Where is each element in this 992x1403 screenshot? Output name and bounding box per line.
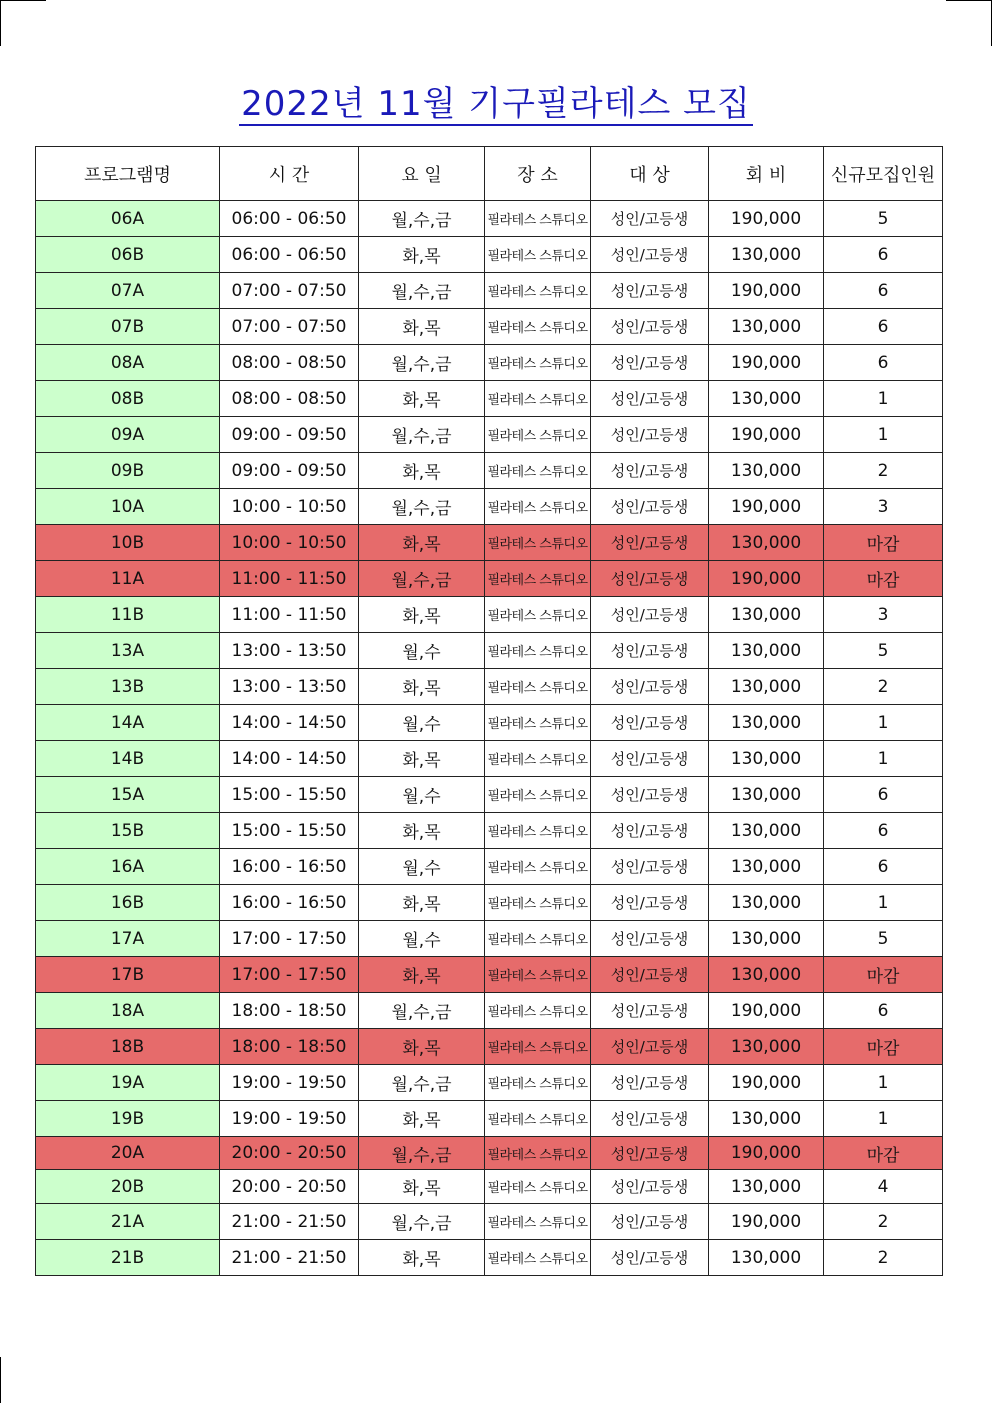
schedule-table [35,146,943,1276]
slots-cell: 1 [824,417,943,453]
program-cell: 06A [36,201,220,237]
target-cell: 성인/고등생 [591,777,709,813]
header-target: 대 상 [591,147,709,201]
slots-cell: 3 [824,597,943,633]
fee-cell: 130,000 [709,1170,824,1204]
days-cell: 화,목 [359,381,485,417]
fee-cell: 130,000 [709,237,824,273]
place-cell: 필라테스 스튜디오 [485,561,591,597]
time-cell: 21:00 - 21:50 [220,1204,359,1240]
time-cell: 08:00 - 08:50 [220,381,359,417]
days-cell: 화,목 [359,1240,485,1276]
program-cell: 08B [36,381,220,417]
table-row [36,921,943,957]
time-cell: 15:00 - 15:50 [220,813,359,849]
program-cell: 10B [36,525,220,561]
fee-cell: 130,000 [709,453,824,489]
time-cell: 09:00 - 09:50 [220,417,359,453]
table-row [36,1204,943,1240]
table-row [36,813,943,849]
days-cell: 월,수,금 [359,201,485,237]
time-cell: 16:00 - 16:50 [220,849,359,885]
program-cell: 20A [36,1137,220,1170]
place-cell: 필라테스 스튜디오 [485,237,591,273]
fee-cell: 130,000 [709,381,824,417]
days-cell: 월,수,금 [359,1137,485,1170]
target-cell: 성인/고등생 [591,345,709,381]
page-title [0,82,992,126]
time-cell: 13:00 - 13:50 [220,633,359,669]
table-row [36,309,943,345]
slots-cell: 6 [824,777,943,813]
slots-cell: 1 [824,381,943,417]
days-cell: 화,목 [359,813,485,849]
days-cell: 화,목 [359,741,485,777]
header-place: 장 소 [485,147,591,201]
table-row [36,1137,943,1170]
target-cell: 성인/고등생 [591,597,709,633]
days-cell: 월,수,금 [359,417,485,453]
slots-cell: 1 [824,705,943,741]
table-row [36,885,943,921]
days-cell: 화,목 [359,957,485,993]
fee-cell: 190,000 [709,489,824,525]
table-row [36,417,943,453]
days-cell: 월,수 [359,705,485,741]
fee-cell: 130,000 [709,921,824,957]
fee-cell: 130,000 [709,885,824,921]
slots-cell: 5 [824,921,943,957]
time-cell: 07:00 - 07:50 [220,273,359,309]
header-time: 시 간 [220,147,359,201]
crop-mark-top-left-v [0,0,1,46]
fee-cell: 190,000 [709,417,824,453]
fee-cell: 130,000 [709,525,824,561]
slots-cell: 1 [824,1065,943,1101]
fee-cell: 130,000 [709,813,824,849]
target-cell: 성인/고등생 [591,741,709,777]
days-cell: 월,수,금 [359,561,485,597]
time-cell: 11:00 - 11:50 [220,597,359,633]
place-cell: 필라테스 스튜디오 [485,993,591,1029]
table-row [36,453,943,489]
slots-cell: 2 [824,1240,943,1276]
days-cell: 월,수,금 [359,1204,485,1240]
fee-cell: 130,000 [709,741,824,777]
table-row [36,381,943,417]
slots-cell: 6 [824,273,943,309]
target-cell: 성인/고등생 [591,561,709,597]
target-cell: 성인/고등생 [591,201,709,237]
time-cell: 13:00 - 13:50 [220,669,359,705]
fee-cell: 130,000 [709,597,824,633]
place-cell: 필라테스 스튜디오 [485,777,591,813]
program-cell: 20B [36,1170,220,1204]
program-cell: 17A [36,921,220,957]
time-cell: 20:00 - 20:50 [220,1137,359,1170]
place-cell: 필라테스 스튜디오 [485,489,591,525]
table-row [36,1240,943,1276]
table-row [36,345,943,381]
days-cell: 화,목 [359,597,485,633]
slots-cell: 2 [824,669,943,705]
table-header-row [36,147,943,201]
fee-cell: 190,000 [709,561,824,597]
fee-cell: 130,000 [709,705,824,741]
program-cell: 16B [36,885,220,921]
place-cell: 필라테스 스튜디오 [485,813,591,849]
fee-cell: 190,000 [709,345,824,381]
fee-cell: 130,000 [709,1240,824,1276]
target-cell: 성인/고등생 [591,525,709,561]
target-cell: 성인/고등생 [591,489,709,525]
time-cell: 18:00 - 18:50 [220,993,359,1029]
fee-cell: 130,000 [709,309,824,345]
time-cell: 08:00 - 08:50 [220,345,359,381]
slots-cell: 1 [824,1101,943,1137]
slots-cell: 4 [824,1170,943,1204]
program-cell: 06B [36,237,220,273]
place-cell: 필라테스 스튜디오 [485,1101,591,1137]
program-cell: 14B [36,741,220,777]
place-cell: 필라테스 스튜디오 [485,201,591,237]
slots-cell: 6 [824,309,943,345]
program-cell: 09B [36,453,220,489]
days-cell: 월,수,금 [359,489,485,525]
program-cell: 19B [36,1101,220,1137]
days-cell: 월,수,금 [359,345,485,381]
place-cell: 필라테스 스튜디오 [485,921,591,957]
place-cell: 필라테스 스튜디오 [485,633,591,669]
time-cell: 11:00 - 11:50 [220,561,359,597]
program-cell: 09A [36,417,220,453]
program-cell: 13B [36,669,220,705]
fee-cell: 190,000 [709,273,824,309]
crop-mark-top-right-h [946,0,992,1]
days-cell: 화,목 [359,309,485,345]
target-cell: 성인/고등생 [591,237,709,273]
target-cell: 성인/고등생 [591,669,709,705]
slots-cell: 마감 [824,957,943,993]
target-cell: 성인/고등생 [591,273,709,309]
program-cell: 18B [36,1029,220,1065]
place-cell: 필라테스 스튜디오 [485,1137,591,1170]
target-cell: 성인/고등생 [591,921,709,957]
program-cell: 17B [36,957,220,993]
target-cell: 성인/고등생 [591,957,709,993]
table-row [36,237,943,273]
place-cell: 필라테스 스튜디오 [485,1029,591,1065]
days-cell: 월,수,금 [359,1065,485,1101]
target-cell: 성인/고등생 [591,309,709,345]
table-row [36,777,943,813]
time-cell: 19:00 - 19:50 [220,1101,359,1137]
table-row [36,669,943,705]
place-cell: 필라테스 스튜디오 [485,525,591,561]
target-cell: 성인/고등생 [591,381,709,417]
place-cell: 필라테스 스튜디오 [485,309,591,345]
place-cell: 필라테스 스튜디오 [485,345,591,381]
time-cell: 14:00 - 14:50 [220,741,359,777]
program-cell: 11A [36,561,220,597]
slots-cell: 마감 [824,525,943,561]
days-cell: 화,목 [359,1029,485,1065]
slots-cell: 6 [824,813,943,849]
table-row [36,1101,943,1137]
fee-cell: 130,000 [709,849,824,885]
place-cell: 필라테스 스튜디오 [485,417,591,453]
time-cell: 06:00 - 06:50 [220,237,359,273]
slots-cell: 1 [824,885,943,921]
table-row [36,273,943,309]
table-row [36,1029,943,1065]
fee-cell: 190,000 [709,993,824,1029]
place-cell: 필라테스 스튜디오 [485,741,591,777]
target-cell: 성인/고등생 [591,1137,709,1170]
time-cell: 16:00 - 16:50 [220,885,359,921]
program-cell: 07B [36,309,220,345]
header-fee: 회 비 [709,147,824,201]
days-cell: 화,목 [359,453,485,489]
slots-cell: 3 [824,489,943,525]
days-cell: 화,목 [359,237,485,273]
program-cell: 15B [36,813,220,849]
place-cell: 필라테스 스튜디오 [485,597,591,633]
table-row [36,705,943,741]
days-cell: 월,수,금 [359,273,485,309]
days-cell: 월,수,금 [359,993,485,1029]
slots-cell: 1 [824,741,943,777]
table-row [36,525,943,561]
crop-mark-bottom-left-v [0,1357,1,1403]
program-cell: 21B [36,1240,220,1276]
time-cell: 09:00 - 09:50 [220,453,359,489]
time-cell: 17:00 - 17:50 [220,957,359,993]
target-cell: 성인/고등생 [591,885,709,921]
fee-cell: 130,000 [709,669,824,705]
target-cell: 성인/고등생 [591,417,709,453]
time-cell: 10:00 - 10:50 [220,489,359,525]
fee-cell: 130,000 [709,957,824,993]
page-title-text: 2022년 11월 기구필라테스 모집 [241,84,751,124]
table-row [36,489,943,525]
target-cell: 성인/고등생 [591,1101,709,1137]
target-cell: 성인/고등생 [591,813,709,849]
program-cell: 15A [36,777,220,813]
target-cell: 성인/고등생 [591,705,709,741]
days-cell: 화,목 [359,1170,485,1204]
place-cell: 필라테스 스튜디오 [485,1170,591,1204]
time-cell: 15:00 - 15:50 [220,777,359,813]
program-cell: 10A [36,489,220,525]
slots-cell: 6 [824,993,943,1029]
program-cell: 08A [36,345,220,381]
slots-cell: 6 [824,237,943,273]
fee-cell: 130,000 [709,633,824,669]
header-days: 요 일 [359,147,485,201]
place-cell: 필라테스 스튜디오 [485,705,591,741]
target-cell: 성인/고등생 [591,1170,709,1204]
time-cell: 20:00 - 20:50 [220,1170,359,1204]
place-cell: 필라테스 스튜디오 [485,669,591,705]
place-cell: 필라테스 스튜디오 [485,885,591,921]
slots-cell: 마감 [824,561,943,597]
days-cell: 월,수 [359,777,485,813]
slots-cell: 6 [824,849,943,885]
table-row [36,633,943,669]
fee-cell: 130,000 [709,1029,824,1065]
time-cell: 14:00 - 14:50 [220,705,359,741]
target-cell: 성인/고등생 [591,849,709,885]
program-cell: 21A [36,1204,220,1240]
fee-cell: 190,000 [709,1137,824,1170]
table-row [36,201,943,237]
table-row [36,1065,943,1101]
slots-cell: 2 [824,453,943,489]
days-cell: 월,수 [359,633,485,669]
table-row [36,957,943,993]
place-cell: 필라테스 스튜디오 [485,957,591,993]
fee-cell: 190,000 [709,1065,824,1101]
target-cell: 성인/고등생 [591,1065,709,1101]
target-cell: 성인/고등생 [591,1029,709,1065]
days-cell: 화,목 [359,1101,485,1137]
fee-cell: 130,000 [709,1101,824,1137]
slots-cell: 5 [824,201,943,237]
place-cell: 필라테스 스튜디오 [485,381,591,417]
time-cell: 06:00 - 06:50 [220,201,359,237]
program-cell: 13A [36,633,220,669]
days-cell: 화,목 [359,669,485,705]
program-cell: 18A [36,993,220,1029]
slots-cell: 마감 [824,1137,943,1170]
program-cell: 16A [36,849,220,885]
table-row [36,1170,943,1204]
days-cell: 화,목 [359,885,485,921]
target-cell: 성인/고등생 [591,993,709,1029]
time-cell: 17:00 - 17:50 [220,921,359,957]
time-cell: 07:00 - 07:50 [220,309,359,345]
fee-cell: 190,000 [709,1204,824,1240]
place-cell: 필라테스 스튜디오 [485,273,591,309]
fee-cell: 130,000 [709,777,824,813]
time-cell: 19:00 - 19:50 [220,1065,359,1101]
slots-cell: 6 [824,345,943,381]
place-cell: 필라테스 스튜디오 [485,1065,591,1101]
days-cell: 월,수 [359,849,485,885]
slots-cell: 5 [824,633,943,669]
table-row [36,561,943,597]
days-cell: 월,수 [359,921,485,957]
slots-cell: 2 [824,1204,943,1240]
table-row [36,741,943,777]
target-cell: 성인/고등생 [591,1240,709,1276]
slots-cell: 마감 [824,1029,943,1065]
target-cell: 성인/고등생 [591,1204,709,1240]
program-cell: 11B [36,597,220,633]
place-cell: 필라테스 스튜디오 [485,453,591,489]
days-cell: 화,목 [359,525,485,561]
time-cell: 21:00 - 21:50 [220,1240,359,1276]
program-cell: 07A [36,273,220,309]
crop-mark-top-left-h [0,0,46,1]
time-cell: 18:00 - 18:50 [220,1029,359,1065]
time-cell: 10:00 - 10:50 [220,525,359,561]
table-row [36,597,943,633]
place-cell: 필라테스 스튜디오 [485,849,591,885]
table-row [36,849,943,885]
target-cell: 성인/고등생 [591,453,709,489]
program-cell: 19A [36,1065,220,1101]
target-cell: 성인/고등생 [591,633,709,669]
header-program: 프로그램명 [36,147,220,201]
place-cell: 필라테스 스튜디오 [485,1204,591,1240]
place-cell: 필라테스 스튜디오 [485,1240,591,1276]
schedule-body [36,201,943,1276]
fee-cell: 190,000 [709,201,824,237]
program-cell: 14A [36,705,220,741]
table-row [36,993,943,1029]
header-slots: 신규모집인원 [824,147,943,201]
